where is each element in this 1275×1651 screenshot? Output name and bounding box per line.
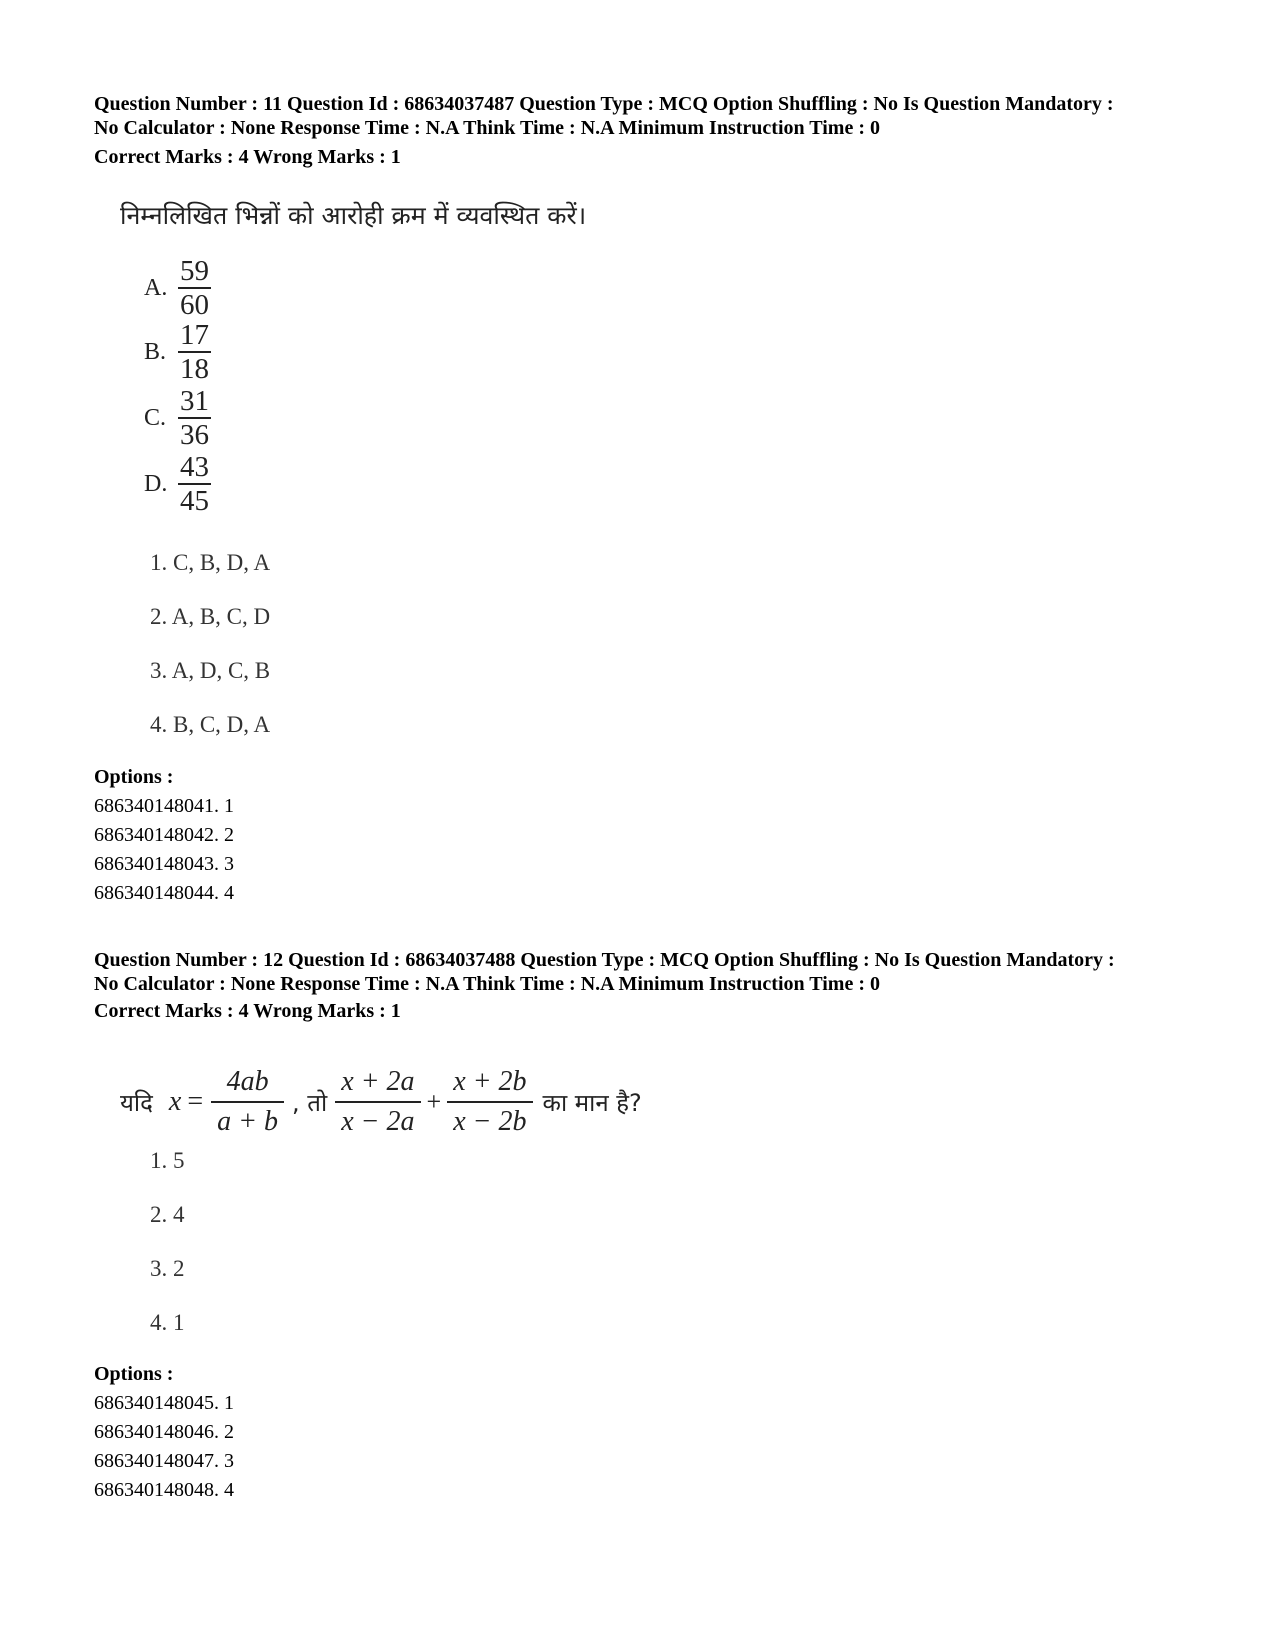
- denominator: 45: [180, 485, 209, 517]
- stem-variable: x: [168, 1086, 182, 1117]
- numerator: 59: [180, 255, 209, 287]
- fraction-bar: [211, 1101, 284, 1103]
- q11-meta-line2: No Calculator : None Response Time : N.A Think Time : N.A Minimum Instruction Time : 0: [94, 117, 880, 139]
- q12-choice-3[interactable]: 3. 2: [150, 1256, 185, 1281]
- question-12-meta: [94, 948, 1214, 996]
- q11-choice-1[interactable]: 1. C, B, D, A: [150, 550, 271, 575]
- fraction: [178, 386, 211, 450]
- stem-plus: +: [426, 1087, 442, 1116]
- numerator: x + 2b: [453, 1066, 527, 1097]
- numerator: 31: [180, 385, 209, 417]
- denominator: a + b: [217, 1106, 279, 1137]
- fraction-label: B.: [144, 338, 167, 365]
- question-11-meta: [94, 92, 1214, 140]
- q12-choice-4[interactable]: 4. 1: [150, 1310, 185, 1335]
- stem-fraction-3: [447, 1064, 532, 1140]
- q11-option-3: 686340148043. 3: [94, 853, 234, 875]
- denominator: x − 2a: [341, 1106, 415, 1137]
- denominator: x − 2b: [453, 1106, 527, 1137]
- q11-choice-2[interactable]: 2. A, B, C, D: [150, 604, 271, 629]
- fraction-label: A.: [144, 274, 168, 301]
- q12-meta-line2: No Calculator : None Response Time : N.A Think Time : N.A Minimum Instruction Time : 0: [94, 973, 880, 995]
- q11-fraction-c: [144, 386, 211, 450]
- q12-meta-line1: Question Number : 12 Question Id : 68634037488 Question Type : MCQ Option Shuffling : No Is Question Mandatory :: [94, 949, 1115, 971]
- q11-choice-3[interactable]: 3. A, D, C, B: [150, 658, 271, 683]
- stem-fraction-1: [211, 1064, 284, 1140]
- q12-stem: [120, 1062, 642, 1142]
- numerator: x + 2a: [341, 1066, 415, 1097]
- fraction: [178, 452, 211, 516]
- fraction-label: D.: [144, 470, 168, 497]
- q11-option-1: 686340148041. 1: [94, 795, 234, 817]
- fraction-bar: [335, 1101, 420, 1103]
- stem-separator: , तो: [292, 1088, 328, 1117]
- stem-equals: =: [187, 1086, 204, 1117]
- q11-option-4: 686340148044. 4: [94, 882, 234, 904]
- fraction: [178, 320, 211, 384]
- denominator: 18: [180, 353, 209, 385]
- q11-meta-line1: Question Number : 11 Question Id : 68634037487 Question Type : MCQ Option Shuffling : No Is Question Mandatory :: [94, 93, 1114, 115]
- q12-option-3: 686340148047. 3: [94, 1450, 234, 1472]
- stem-prefix: यदि: [120, 1088, 153, 1117]
- q11-options-label: Options :: [94, 766, 174, 788]
- q11-fraction-b: [144, 320, 211, 384]
- q11-option-2: 686340148042. 2: [94, 824, 234, 846]
- denominator: 60: [180, 289, 209, 321]
- q11-marks: Correct Marks : 4 Wrong Marks : 1: [94, 146, 401, 168]
- q12-choice-1[interactable]: 1. 5: [150, 1148, 185, 1173]
- q11-fraction-a: [144, 256, 211, 320]
- q12-option-4: 686340148048. 4: [94, 1479, 234, 1501]
- q12-marks: Correct Marks : 4 Wrong Marks : 1: [94, 1000, 401, 1022]
- stem-fraction-2: [335, 1064, 420, 1140]
- fraction: [178, 256, 211, 320]
- numerator: 4ab: [226, 1066, 269, 1097]
- fraction-label: C.: [144, 404, 167, 431]
- q11-stem: निम्नलिखित भिन्नों को आरोही क्रम में व्यवस्थित करें।: [120, 201, 587, 230]
- q12-options-label: Options :: [94, 1363, 174, 1385]
- q11-fraction-d: [144, 452, 211, 516]
- q12-option-2: 686340148046. 2: [94, 1421, 234, 1443]
- fraction-bar: [447, 1101, 532, 1103]
- q12-choice-2[interactable]: 2. 4: [150, 1202, 185, 1227]
- numerator: 43: [180, 451, 209, 483]
- denominator: 36: [180, 419, 209, 451]
- numerator: 17: [180, 319, 209, 351]
- stem-suffix: का मान है?: [542, 1088, 642, 1117]
- q12-option-1: 686340148045. 1: [94, 1392, 234, 1414]
- q11-choice-4[interactable]: 4. B, C, D, A: [150, 712, 271, 737]
